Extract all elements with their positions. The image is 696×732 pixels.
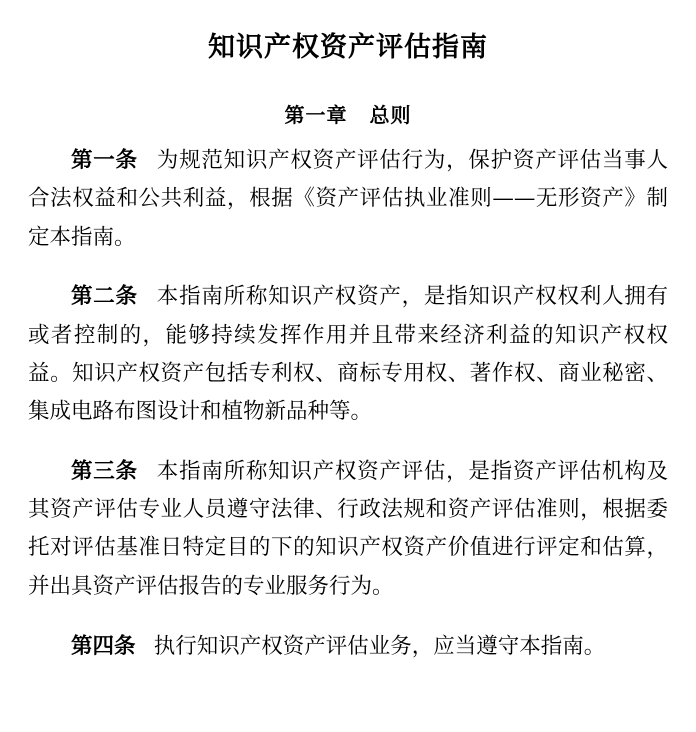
article-text: 本指南所称知识产权资产，是指知识产权权利人拥有或者控制的，能够持续发挥作用并且带来经济利益的知识产权权益。知识产权资产包括专利权、商标专用权、著作权、商业秘密、集成电路布图设计和植物新品种等。 <box>28 284 668 425</box>
article-text: 本指南所称知识产权资产评估，是指资产评估机构及其资产评估专业人员遵守法律、行政法规和资产评估准则，根据委托对评估基准日特定目的下的知识产权资产价值进行评定和估算，并出具资产评估报告的专业服务行为。 <box>28 458 668 599</box>
chapter-name: 总则 <box>369 103 412 128</box>
article-label: 第二条 <box>71 284 138 310</box>
article-paragraph <box>28 453 668 606</box>
article-paragraph <box>28 142 668 257</box>
article-paragraph <box>28 278 668 431</box>
chapter-heading <box>28 99 668 128</box>
article-label: 第三条 <box>71 458 138 484</box>
article-paragraph <box>28 628 668 666</box>
article-text: 为规范知识产权资产评估行为，保护资产评估当事人合法权益和公共利益，根据《资产评估执业准则——无形资产》制定本指南。 <box>28 148 668 250</box>
article-label: 第一条 <box>71 148 138 174</box>
article-text: 执行知识产权资产评估业务，应当遵守本指南。 <box>153 633 606 659</box>
page-title: 知识产权资产评估指南 <box>208 32 488 63</box>
article-label: 第四条 <box>71 633 136 659</box>
chapter-number: 第一章 <box>284 103 348 128</box>
